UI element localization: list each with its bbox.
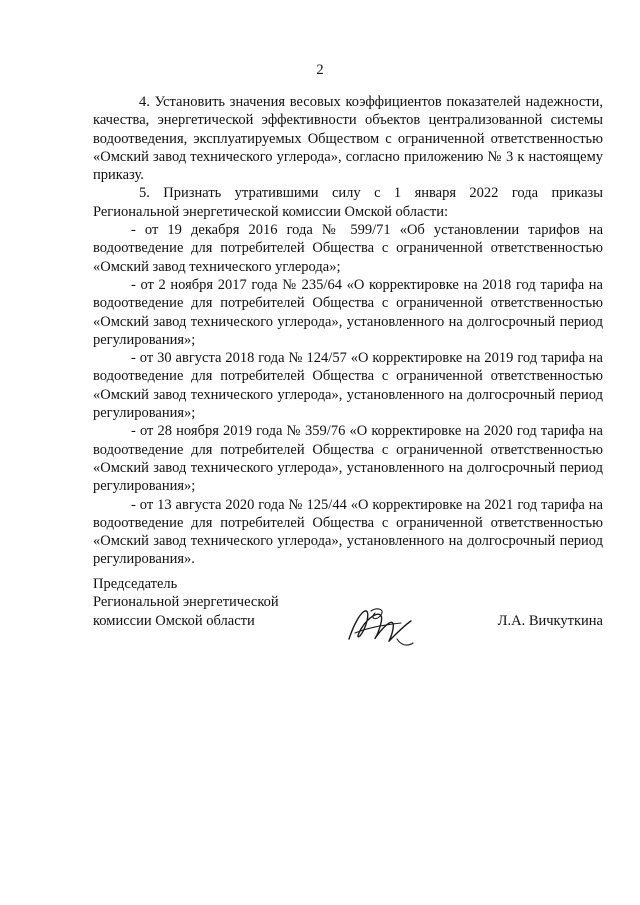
signature-block	[93, 575, 603, 630]
repealed-order-2017: - от 2 ноября 2017 года № 235/64 «О корректировке на 2018 год тарифа на водоотведение для потребителей Общества с ограниченной ответственностью «Омский завод технического углерода», установленного на долгосрочный период регулирования»;	[93, 276, 603, 348]
repealed-order-2018: - от 30 августа 2018 года № 124/57 «О корректировке на 2019 год тарифа на водоотведение для потребителей Общества с ограниченной ответственностью «Омский завод технического углерода», установленного на долгосрочный период регулирования»;	[93, 350, 603, 422]
signatory-title-line-3: комиссии Омской области	[93, 612, 255, 629]
signatory-title-line-1: Председатель	[93, 576, 178, 592]
repealed-order-2020: - от 13 августа 2020 года № 125/44 «О корректировке на 2021 год тарифа на водоотведение для потребителей Общества с ограниченной ответственностью «Омский завод технического углерода», установленного на долгосрочный период регулирования».	[93, 496, 603, 568]
handwritten-signature	[341, 599, 419, 651]
signatory-name: Л.А. Вичкуткина	[497, 612, 603, 629]
paragraph-item-5: 5. Признать утратившими силу с 1 января 2022 года приказы Региональной энергетической комиссии Омской области:	[93, 185, 603, 220]
paragraph-item-4: 4. Установить значения весовых коэффициентов показателей надежности, качества, энергетической эффективности объектов централизованной системы водоотведения, эксплуатируемых Обществом с ограниченной ответственностью «Омский завод технического углерода», согласно приложению № 3 к настоящему приказу.	[93, 94, 603, 184]
page-number: 2	[316, 62, 324, 78]
repealed-order-2016: - от 19 декабря 2016 года № 599/71 «Об установлении тарифов на водоотведение для потребителей Общества с ограниченной ответственностью «Омский завод технического углерода»;	[93, 222, 603, 275]
order-body	[93, 93, 603, 569]
repealed-order-2019: - от 28 ноября 2019 года № 359/76 «О корректировке на 2020 год тарифа на водоотведение для потребителей Общества с ограниченной ответственностью «Омский завод технического углерода», установленного на долгосрочный период регулирования»;	[93, 423, 603, 495]
signatory-title-line-2: Региональной энергетической	[93, 594, 279, 611]
